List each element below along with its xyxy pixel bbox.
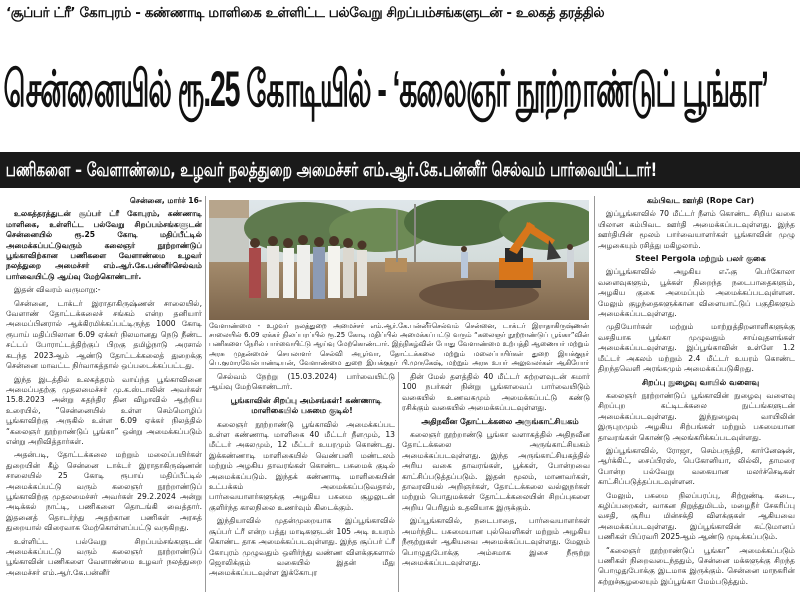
paragraph: இப்பூங்காவில், நடைபாதை, பார்வையாளர்கள் அமர்ந்திட பசுமையான புல்வெளிகள் மற்றும் அழகிய நீரூற்றுகள் ஆகியவை அமைக்கப்படவுள்ளது. மேலும் பொழுதுபோக்கு அம்சமாக இசை நீரூற்று அமைக்கப்படவுள்ளது.: [402, 516, 590, 567]
column-2: [209, 372, 395, 592]
paragraph: “கலைஞர் நூற்றாண்டுப் பூங்கா” அமைக்கப்படும் பணிகள் நிறைவடைந்ததும், சென்னை மக்களுக்கு சிறந்த பொழுதுபோக்கு இடமாக இருக்கும். சென்னை மாநகரின் சுற்றுச்சூழலையும் இப்பூங்கா மேம்படுத்தும்.: [598, 545, 795, 586]
column-3: [402, 372, 590, 592]
paragraph: செல்வம் நேற்று (15.03.2024) பார்வையிட்டு ஆய்வு மேற்கொண்டார்.: [209, 372, 395, 392]
headline: [0, 28, 800, 150]
paragraph: உள்ளிட்ட பல்வேறு சிறப்பம்சங்களுடன் அமைக்கப்பட்டு வரும் கலைஞர் நூற்றாண்டுப் பூங்காவின் பணிகளை வேளாண்மை உழவர் நலத்துறை அமைச்சர் எம்.ஆர்.கே.பன்னீர்: [6, 536, 202, 577]
column-divider: [205, 196, 206, 592]
subheadline-bar: [0, 152, 800, 188]
headline-text: சென்னையில் ரூ.25 கோடியில் - ‘கலைஞர் நூற்றாண்டுப் பூங்கா’: [3, 61, 768, 117]
paragraph: கலைஞர் நூற்றாண்டுப் பூங்காவின் நுழைவு வளைவு சிறப்புற கட்டிடக்கலை நுட்பங்களுடன் அமைக்கப்படவுள்ளது. இந்நுழைவு வாயிலின் இருபுறமும் அழகிய சிற்பங்கள் மற்றும் பசுமையான தாவரங்கள் கொண்டு அலங்கரிக்கப்படவுள்ளது.: [598, 390, 795, 442]
news-photo: [209, 200, 589, 320]
paragraph: இந்த இடத்தில் உலகத்தரம் வாய்ந்த பூங்காவினை அமைப்பதற்கு முதலமைச்சர் மு.க.ஸ்டாலின் அவர்கள் 15.8.2023 அன்று சுதந்திர தின விழாவில் ஆற்றிய உரையில், “சென்னையில் உள்ள செம்மொழிப் பூங்காவிற்கு அருகில் உள்ள 6.09 ஏக்கர் நிலத்தில் “கலைஞர் நூற்றாண்டுப் பூங்கா” ஒன்று அமைக்கப்படும் என்று அறிவித்தார்கள்.: [6, 374, 202, 446]
paragraph: இந்தியாவில் முதன்முறையாக இப்பூங்காவில் சூப்பர் ட்ரீ என்ற பத்து மாடிகளுடன் 105 அடி உயரம் கொண்ட தாக அமைக்கப்படவுள்ளது. இந்த சூப்பர் ட்ரீ கோபுரம் முழுவதும் ஒளிர்ந்து வண்ண விளக்குகளால் ஜொலிக்கும் வகையில் இதன் மீது அமைக்கப்படவுள்ள இக்கோபுர: [209, 516, 395, 578]
paragraph: கலைஞர் நூற்றாண்டு பூங்கா வளாகத்தில் அதிநவீன தோட்டக்கலை அருங்காட்சியகம் அமைக்கப்படவுள்ளது. இந்த அருங்காட்சியகத்தில் அரிய வகை தாவரங்கள், பூக்கள், போன்றவை காட்சிப்படுத்தப்படும். இதன் மூலம், மாணவர்கள், தாவரவியல் அறிஞர்கள், தோட்டக்கலை வல்லுநர்கள் மற்றும் பொதுமக்கள் தோட்டக்கலையின் சிறப்புகளை அறிய பெரிதும் உதவியாக இருக்கும்.: [402, 430, 590, 512]
paragraph: இப்பூங்காவில், ரோஜா, செம்பருத்தி, கார்னேஷன், ஆர்க்கிட், சைப்பிரஸ், பெகோனியா, லில்லி, தாமரை போன்ற பல்வேறு வகையான மலர்ச்செடிகள் காட்சிப்படுத்தப்படவுள்ளன.: [598, 445, 795, 487]
section-heading: கம்பிவட ஊர்தி (Rope Car): [646, 196, 755, 205]
column-divider: [398, 372, 399, 592]
paragraph: முதியோர்கள் மற்றும் மாற்றுத்திறனாளிகளுக்கு வசதியாக பூங்கா முழுவதும் சாய்வுதளங்கள் அமைக்கப்படவுள்ளது. இப்பூங்காவின் உள்ளே 1.2 மீட்டர் அகலம் மற்றும் 2.4 மீட்டர் உயரம் கொண்ட திறந்தவெளி அரங்கமும் அமைக்கப்படுகிறது.: [598, 322, 795, 374]
paragraph: கலைஞர் நூற்றாண்டு பூங்காவில் அமைக்கப்பட உள்ள கண்ணாடி மாளிகை 40 மீட்டர் நீளமும், 13 மீட்டர் அகலமும், 12 மீட்டர் உயரமும் கொண்டது. இக்கண்ணாடி மாளிகையில் வெண்பனி மண்டலம் மற்றும் அழகிய தாவரங்கள் கொண்ட பசுமைக் குடில் அமைக்கப்படும். இந்தக் கண்ணாடி மாளிகையின் உட்பக்கம் அமைக்கப்படுவதால், பார்வையாளர்களுக்கு அழகிய பசுமை சூழலுடன் குளிர்ந்த காலநிலை உணர்வும் கிடைக்கும்.: [209, 419, 395, 512]
section-heading: அதிநவீன தோட்டக்கலை அருங்காட்சியகம்: [421, 416, 579, 426]
section-heading: Steel Pergola மற்றும் பலர் குகை: [635, 254, 766, 264]
paragraph: இப்பூங்காவில் 70 மீட்டர் நீளம் கொண்ட சிறிய வகை யிலான கம்பிவட ஊர்தி அமைக்கப்படவுள்ளது. இந்த ஊர்தியின் மூலம் பார்வையாளர்கள் பூங்காவின் முழு அழகையும் ரசித்து மகிழலாம்.: [598, 209, 795, 250]
site-inspection-photo: [209, 200, 589, 320]
lead-paragraph: உலகத்தரத்துடன் சூப்பர் ட்ரீ கோபுரம், கண்ணாடி மாளிகை, உள்ளிட்ட பல்வேறு சிறப்பம்சங்களுடன் சென்னையில் ரூ.25 கோடி மதிப்பீட்டில் அமைக்கப்பட்டுவரும் கலைஞர் நூற்றாண்டுப் பூங்காவிற்கான பணிகளை வேளாண்மை உழவர் நலத்துறை அமைச்சர் எம்.ஆர்.கே.பன்னீர்செல்வம் பார்வையிட்டு ஆய்வு மேற்கொண்டார்.: [6, 209, 202, 281]
column-divider: [594, 196, 595, 592]
dateline: சென்னை, மார்ச் 16-: [129, 196, 202, 205]
photo-caption: வேளாண்மை - உழவர் நலத்துறை அமைச்சர் எம்.ஆர்.கே.பன்னீர்செல்வம் சென்னை, டாக்டர் இராதாகிருஷ்ணன் சாலையில் 6.09 ஏக்கர் நிலப்பரப்பில் ரூ.25 கோடி மதிப்பில் அமைக்கப்பட்டு வரும் “கலைஞர் நூற்றாண்டுப் பூங்கா”வின் பணிகளை நேரில் பார்வையிட்டு ஆய்வு மேற்கொண்டார். இந்நிகழ்வின் போது வேளாண்மை உற்பத்தி ஆணையர் மற்றும் அரசு முதன்மைச் செயலாளர் செல்வி அபூர்வா, தோட்டக்கலை மற்றும் மலைப்பயிர்கள் துறை இயக்குநர் பெ.குமாரவேல்பாண்டியன், வேளாண்மை துறை இயக்குநர் பி.முருகேஷ், மற்றும் அரசு உயர் அலுவலர்கள் ஆகியோர்: [209, 322, 589, 366]
paragraph: தின் மேல் தளத்தில் 40 மீட்டர் சுற்றளவுடன் சுமார் 100 நபர்கள் நின்று பூங்காவைப் பார்வையிடும் வகையில் உணவகமும் அமைக்கப்பட்டு கண்டு ரசிக்கும் வகையில் அமைக்கப்படவுள்ளது.: [402, 372, 590, 413]
caption-divider: [209, 368, 589, 369]
paragraph: இதன் விவரம் வருமாறு:-: [14, 285, 101, 295]
section-heading: சிறப்பு நுழைவு வாயில் வளைவு: [641, 377, 760, 387]
paragraph: மேலும், பசுமை நிலப்பரப்பு, சிற்றுண்டி கடை, கழிப்பறைகள், வாகன நிறுத்துமிடம், மழைநீர் சேகரிப்பு வசதி, சூரிய மின்சக்தி விளக்குகள் ஆகியவை அமைக்கப்படவுள்ளது. இப்பூங்காவின் கட்டுமானப் பணிகள் பிப்ரவரி 2025ஆம் ஆண்டு முடிக்கப்படும்.: [598, 490, 795, 542]
column-1: [6, 196, 202, 592]
subheadline-text: பணிகளை – வேளாண்மை, உழவர் நலத்துறை அமைச்சர் எம்.ஆர்.கே.பன்னீர் செல்வம் பார்வையிட்டார்!: [5, 159, 657, 181]
column-4: [598, 196, 795, 592]
paragraph: சென்னை, டாக்டர் இராதாகிருஷ்ணன் சாலையில், வேளாண் தோட்டக்கலைச் சங்கம் என்ற தனியார் அமைப்பினரால் ஆக்கிரமிக்கப்பட்டிருந்த 1000 கோடி ரூபாய் மதிப்பிலான 6.09 ஏக்கர் நிலமானது நெடு நீண்ட சட்டப் போராட்டத்திற்குப் பிறகு தமிழ்நாடு அரசால் கடந்த 2023ஆம் ஆண்டு தோட்டக்கலைத் துறைக்கு சென்னை மாவட்ட நிர்வாகத்தால் ஒப்படைக்கப்பட்டது.: [6, 298, 202, 371]
kicker-line: ‘சூப்பர் ட்ரீ’ கோபுரம் - கண்ணாடி மாளிகை உள்ளிட்ட பல்வேறு சிறப்பம்சங்களுடன் - உலகத் தரத்தில்: [6, 5, 605, 21]
paragraph: அதன்படி, தோட்டக்கலை மற்றும் மலைப்பயிர்கள் துறையின் கீழ் சென்னை டாக்டர் இராதாகிருஷ்ணன் சாலையில் 25 கோடி ரூபாய் மதிப்பீட்டில் அமைக்கப்பட்டு வரும் கலைஞர் நூற்றாண்டுப் பூங்காவிற்கு முதலமைச்சர் அவர்கள் 29.2.2024 அன்று அடிக்கல் நாட்டி, பணிகளை தொடங்கி வைத்தார். இதனைத் தொடர்ந்து அதற்கான பணிகள் அரசுத் துறையால் விரைவாக மேற்கொள்ளப்பட்டு வருகிறது.: [6, 450, 202, 533]
section-heading: பூங்காவின் சிறப்பு அம்சங்கள்! கண்ணாடி மாளிகையில் பசுமை குடில்!: [230, 395, 382, 416]
paragraph: இப்பூங்காவில் அழகிய எஃகு பெர்கோலா வளைவுகளும், பூக்கள் நிறைந்த நடைபாதைகளும், அழகிய குகை அமைப்பும் அமைக்கப்படவுள்ளன. மேலும் குழந்தைகளுக்கான விளையாட்டுப் பகுதிகளும் அமைக்கப்படவுள்ளது.: [598, 267, 795, 319]
